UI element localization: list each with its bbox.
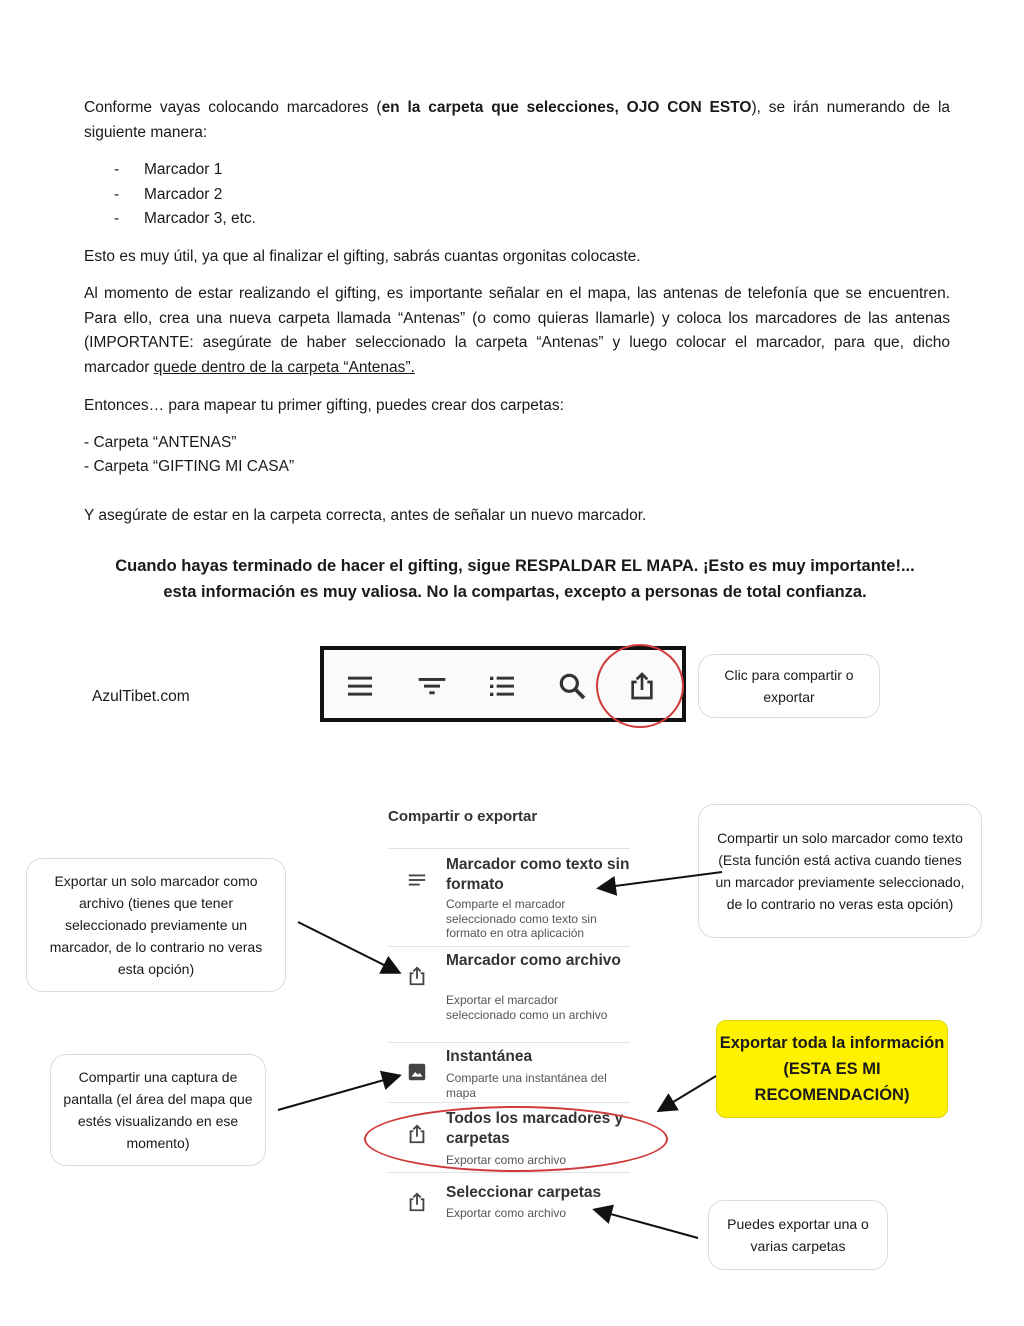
list-item: - Marcador 2 <box>114 186 223 203</box>
arrow-text-marker <box>600 872 722 888</box>
menu-item-all-markers[interactable]: Todos los marcadores y carpetas Exportar como archivo <box>388 1102 630 1172</box>
headline-line-2: esta información es muy valiosa. No la compartas, excepto a personas de total confianza. <box>163 583 867 601</box>
intro-text-end: ), se irán numerando de la siguiente manera: <box>84 99 951 141</box>
arrow-file-marker <box>298 922 398 972</box>
folder-line-antenas: - Carpeta “ANTENAS” <box>84 434 237 451</box>
menu-item-select-folders[interactable]: Seleccionar carpetas Exportar como archivo <box>388 1172 630 1230</box>
then-paragraph: Entonces… para mapear tu primer gifting, puedes crear dos carpetas: <box>84 397 564 414</box>
ensure-paragraph: Y asegúrate de estar en la carpeta correcta, antes de señalar un nuevo marcador. <box>84 507 647 524</box>
intro-text-bold: en la carpeta que selecciones, OJO CON ESTO <box>381 99 752 116</box>
arrow-snapshot <box>278 1076 398 1110</box>
list-item: - Marcador 1 <box>114 161 223 178</box>
menu-item-snapshot[interactable]: Instantánea Comparte una instantánea del mapa <box>388 1042 630 1102</box>
antennas-underlined: quede dentro de la carpeta “Antenas”. <box>153 358 415 376</box>
menu-item-text-marker[interactable]: Marcador como texto sin formato Comparte el marcador seleccionado como texto sin formato en otra aplicación <box>388 848 630 946</box>
folder-line-gifting: - Carpeta “GIFTING MI CASA” <box>84 458 295 475</box>
list-item: - Marcador 3, etc. <box>114 210 256 227</box>
brand-text: AzulTibet.com <box>92 688 190 705</box>
menu-item-file-marker[interactable]: Marcador como archivo Exportar el marcador seleccionado como un archivo <box>388 946 630 1042</box>
callout-export-all: Exportar toda la información (ESTA ES MI RECOMENDACIÓN) <box>716 1020 948 1118</box>
callout-folders: Puedes exportar una o varias carpetas <box>708 1200 888 1270</box>
callout-snapshot: Compartir una captura de pantalla (el área del mapa que estés visualizando en ese momento) <box>50 1054 266 1166</box>
intro-text-start: Conforme vayas colocando marcadores ( <box>84 99 382 116</box>
share-menu-title: Compartir o exportar <box>388 808 538 825</box>
arrow-folders <box>596 1210 698 1238</box>
callout-share: Clic para compartir o exportar <box>698 654 880 718</box>
callout-text-marker: Compartir un solo marcador como texto (Esta función está activa cuando tienes un marcador previamente seleccionado, de lo contrario no veras esta opción) <box>698 804 982 938</box>
useful-paragraph: Esto es muy útil, ya que al finalizar el gifting, sabrás cuantas orgonitas colocaste. <box>84 248 641 265</box>
headline-line-1: Cuando hayas terminado de hacer el gifting, sigue RESPALDAR EL MAPA. ¡Esto es muy importante!... <box>115 557 915 575</box>
callout-file-marker: Exportar un solo marcador como archivo (tienes que tener seleccionado previamente un marcador, de lo contrario no veras esta opción) <box>26 858 286 992</box>
antennas-paragraph: Al momento de estar realizando el gifting, es importante señalar en el mapa, las antenas de telefonía que se encuentren. Para ello, crea una nueva carpeta llamada “Antenas” (o como quieras llamarle) y coloca los marcadores de las antenas (IMPORTANTE: asegúrate de haber seleccionado la carpeta “Antenas” y luego colocar el marcador, para que, dicho marcador quede dentro de la carpeta “Antenas”. <box>84 285 950 376</box>
arrow-export-all <box>660 1076 716 1110</box>
